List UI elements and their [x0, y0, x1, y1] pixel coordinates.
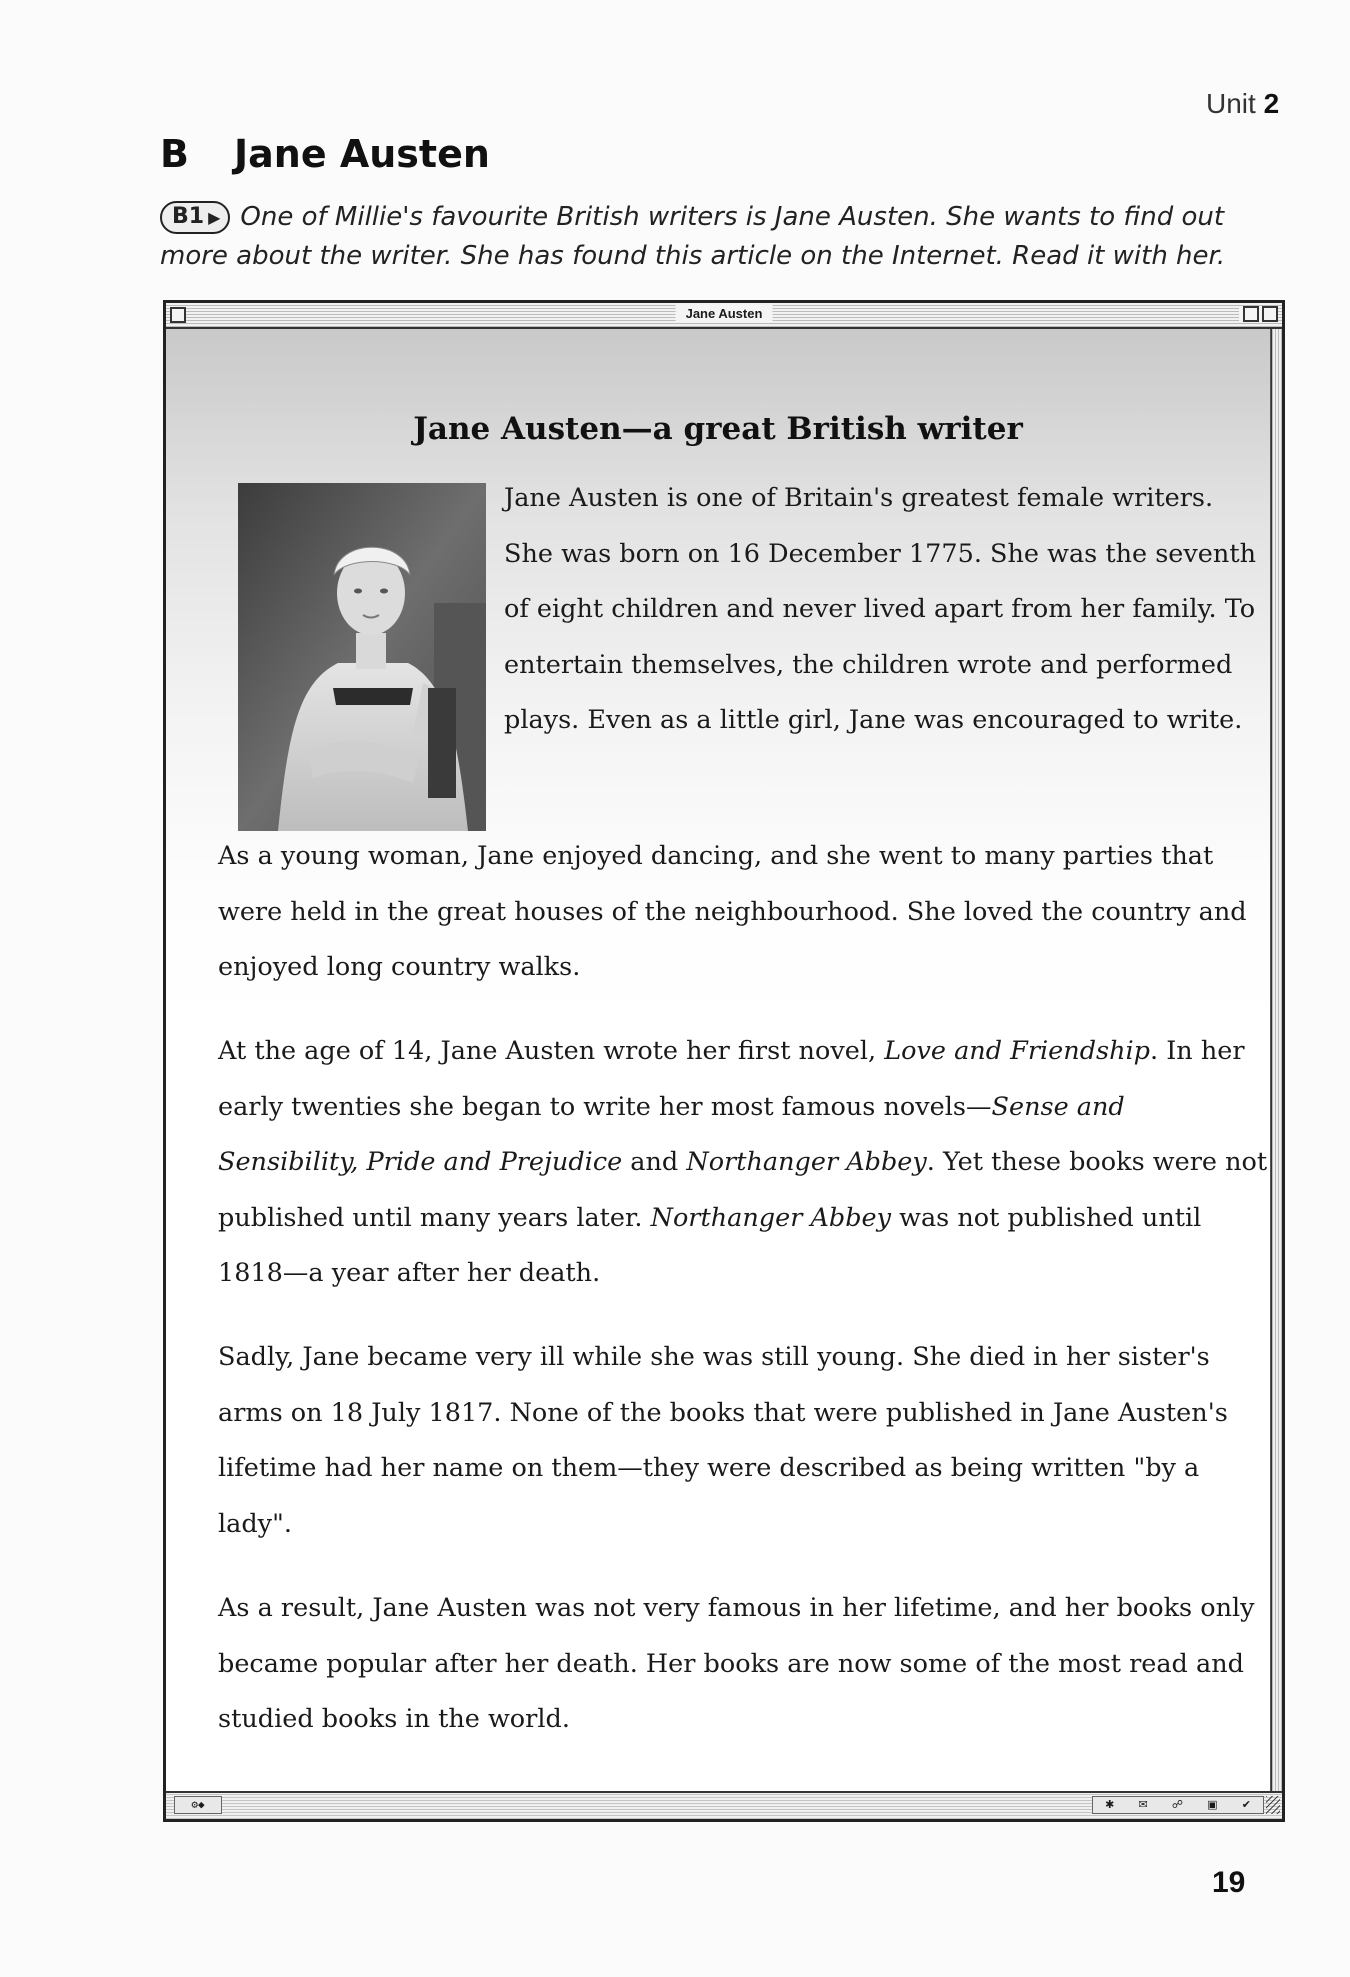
novel-title-northanger-abbey-2: Northanger Abbey: [650, 1202, 892, 1233]
p3-text-e: was not published until 1818—a year after her death.: [218, 1202, 1202, 1288]
article-paragraph-3: [218, 1024, 1268, 1302]
unit-text: Unit: [1206, 88, 1256, 119]
novel-title-love-and-friendship: Love and Friendship: [884, 1036, 1151, 1066]
connection-status-icon[interactable]: ⚙◆: [174, 1796, 222, 1814]
resize-grip-icon[interactable]: [1266, 1796, 1280, 1814]
section-letter: B: [160, 132, 189, 176]
unit-label: [1206, 88, 1279, 120]
section-title: Jane Austen: [234, 132, 490, 176]
component-icon-3[interactable]: ☍: [1171, 1798, 1183, 1811]
p3-text-a: At the age of 14, Jane Austen wrote her first novel,: [218, 1036, 885, 1066]
window-title: Jane Austen: [676, 305, 773, 323]
intro-text: One of Millie's favourite British writers is Jane Austen. She wants to find out more about the writer. She has found this article on the Internet. Read it with her.: [160, 202, 1226, 271]
audio-track-badge[interactable]: [160, 201, 230, 234]
component-icon-2[interactable]: ✉: [1138, 1798, 1148, 1811]
statusbar-toolbar: [1092, 1796, 1264, 1814]
vertical-scrollbar[interactable]: [1271, 329, 1282, 1793]
jane-austen-portrait: [238, 483, 486, 831]
page-number: 19: [1212, 1866, 1246, 1899]
close-box-icon[interactable]: [170, 307, 186, 323]
unit-number: 2: [1263, 88, 1280, 119]
article-content: [166, 329, 1272, 1793]
play-icon: ▶: [208, 208, 221, 227]
p3-text-c: and: [622, 1147, 687, 1177]
component-icon-4[interactable]: ▣: [1207, 1798, 1218, 1811]
novel-titles-sense-pride: Sense and Sensibility, Pride and Prejudice: [218, 1091, 1125, 1177]
section-heading: [160, 132, 490, 176]
window-controls: [1239, 306, 1278, 322]
window-statusbar: [166, 1791, 1282, 1819]
article-paragraph-1: Jane Austen is one of Britain's greatest female writers. She was born on 16 December 1775. She was the seventh of eight children and never lived apart from her family. To entertain themselves, the children wrote and performed plays. Even as a little girl, Jane was encouraged to write.: [504, 483, 1256, 735]
article-paragraph-5: As a result, Jane Austen was not very famous in her lifetime, and her books only became popular after her death. Her books are now some of the most read and studied books in the world.: [218, 1593, 1255, 1734]
component-icon-5[interactable]: ✔: [1241, 1798, 1251, 1811]
article-paragraph-2: As a young woman, Jane enjoyed dancing, and she went to many parties that were held in the great houses of the neighbourhood. She loved the country and enjoyed long country walks.: [218, 841, 1247, 982]
p3-text-d: . Yet these books were not published until many years later.: [218, 1147, 1268, 1233]
article-title: Jane Austen—a great British writer: [413, 411, 1023, 447]
intro-instructions: [160, 198, 1280, 276]
audio-track-label: B1: [172, 204, 205, 229]
collapse-box-icon[interactable]: [1262, 306, 1278, 322]
p3-text-b: . In her early twenties she began to write her most famous novels—: [218, 1036, 1245, 1122]
component-icon-1[interactable]: ✱: [1105, 1798, 1115, 1811]
novel-title-northanger-abbey: Northanger Abbey: [686, 1147, 927, 1177]
window-titlebar[interactable]: [166, 303, 1282, 329]
article-paragraph-4: Sadly, Jane became very ill while she was still young. She died in her sister's arms on 18 July 1817. None of the books that were published in Jane Austen's lifetime had her name on them—they were described as being written "by a lady".: [218, 1342, 1228, 1539]
zoom-box-icon[interactable]: [1243, 306, 1259, 322]
browser-window: [163, 300, 1285, 1822]
